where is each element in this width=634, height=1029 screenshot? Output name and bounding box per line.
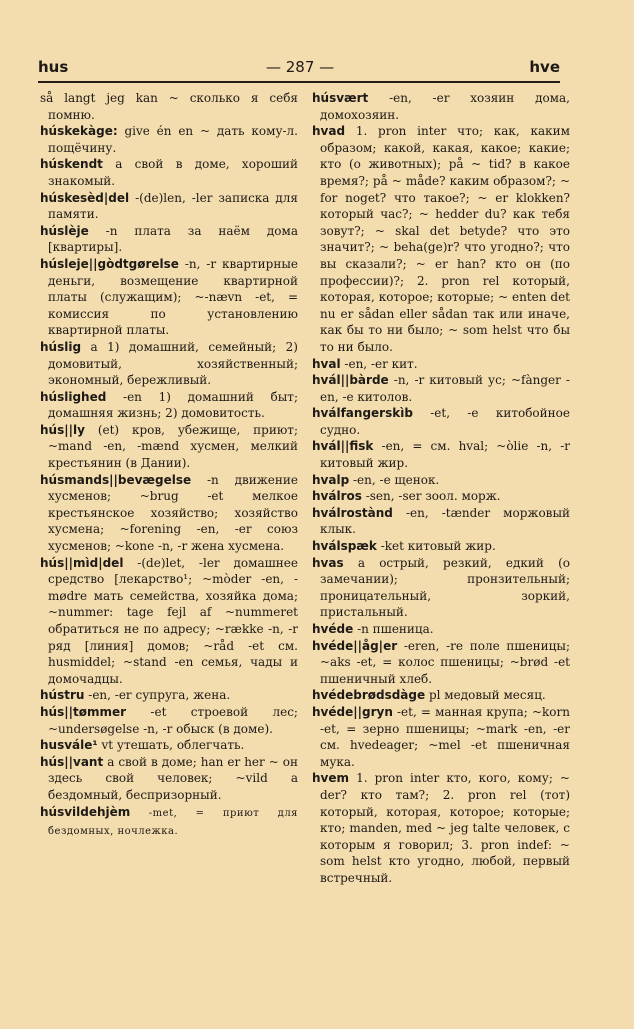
dictionary-entry [312,704,570,770]
entry-headword: hús||tømmer [40,704,127,719]
entry-definition: vt утешать, облегчать. [101,738,245,753]
entry-headword: hválrostànd [312,505,393,520]
page-header [38,58,560,82]
dictionary-entry [312,90,570,123]
entry-headword: húsvildehjèm [40,804,131,819]
entry-definition: a 1) домашний, семейный; 2) домовитый, хозяйственный; экономный, бережливый. [48,339,298,388]
entry-headword: hválfangerskìb [312,406,413,421]
header-left-guideword: hus [38,58,69,76]
entry-definition: (et) кров, убежище, приют; ~mand -en, -mænd хусмен, мелкий крестьянин (в Дании). [48,422,298,471]
dictionary-entry [40,704,298,737]
dictionary-entry [312,472,570,489]
dictionary-entry [312,356,570,373]
dictionary-entry [312,505,570,538]
dictionary-entry [40,90,298,123]
dictionary-entry [40,256,298,339]
entry-definition: -(de)let, -ler домашнее средство [лекарство¹; ~mòder -en, -mødre мать семейства, хозяйка дома; ~nummer: tage fejl af ~nummeret обратиться не по адресу; ~række -n, -r ряд [линия] домов; ~råd -et см. husmiddel; ~stand -en семья, чады и домочадцы. [48,555,298,686]
header-rule [38,81,560,83]
entry-headword: hválros [312,489,362,504]
dictionary-entry [312,372,570,405]
entry-headword: hval [312,356,341,371]
dictionary-entry [312,555,570,621]
entry-headword: husvále¹ [40,738,98,753]
left-column [40,90,298,841]
entry-headword: húskekàge: [40,124,118,139]
dictionary-entry [40,389,298,422]
dictionary-entry [40,223,298,256]
dictionary-entry [40,422,298,472]
page-number: — 287 — [266,58,335,76]
entry-definition: 1. pron inter что; как, каким образом; какой, какая, какое; какие; кто (о животных); på ~ tid? в какое время?; på ~ måde? каким образом?; ~ for noget? что такое?; ~ er klokken? который час?; ~ hedder du? как тебя зовут?; ~ skal det betyde? что это значит?; ~ beha(ge)r? что угодно?; что вы сказали?; ~ er han? кто он (по профессии)?; 2. pron rel который, которая, которое; которые; ~ enten det nu er sådan eller sådan так или иначе, как бы то ни было; ~ som helst что бы то ни было. [320,124,570,354]
entry-headword: hús||mìd|del [40,555,124,570]
dictionary-entry [40,555,298,688]
entry-definition: -eren, -re поле пшеницы; ~aks -et, = колос пшеницы; ~brød -et пшеничный хлеб. [320,638,570,686]
dictionary-entry [312,687,570,704]
right-column [312,90,570,887]
entry-headword: hvéde||gryn [312,704,393,719]
entry-definition: -n, -r квартирные деньги, возмещение квартирной платы (служащим); ~-nævn -et, = комиссия по установлению квартирной платы. [48,256,298,338]
entry-headword: hvál||fisk [312,439,374,454]
dictionary-entry [312,770,570,886]
entry-definition: -en 1) домашний быт; домашняя жизнь; 2) домовитость. [48,389,298,421]
entry-definition: -en, -e щенок. [353,472,440,487]
dictionary-entry [40,804,298,841]
entry-definition: pl медовый месяц. [428,688,546,703]
entry-headword: húskesèd|del [40,190,130,205]
entry-definition: -et, -e китобойное судно. [320,406,570,437]
entry-definition: -et, = манная крупа; ~korn -et, = зерно пшеницы; ~mark -en, -er см. hvedeager; ~mel -et пшеничная мука. [320,704,570,769]
entry-definition: -n движение хусменов; ~brug -et мелкое крестьянское хозяйство; хозяйство хусмена; ~forening -en, -er союз хусменов; ~kone -n, -r жена хусмена. [48,472,298,554]
entry-definition: så langt jeg kan ~ сколько я себя помню. [40,91,298,122]
dictionary-entry [312,405,570,438]
entry-definition: -en, = см. hval; ~òlie -n, -r китовый жир. [320,439,570,471]
entry-headword: hvédebrødsdàge [312,688,426,703]
entry-headword: hvad [312,124,346,139]
dictionary-entry [40,472,298,555]
entry-headword: hús||vant [40,754,104,769]
entry-headword: hválspæk [312,539,377,554]
entry-headword: hvem [312,771,350,786]
entry-headword: húsvært [312,91,369,105]
entry-headword: hús||ly [40,422,85,437]
entry-definition: -n плата за наём дома [квартиры]. [48,223,298,255]
entry-definition: -(de)len, -ler записка для памяти. [48,190,298,222]
dictionary-entry [40,123,298,156]
entry-headword: hvalp [312,472,350,487]
entry-headword: húsleje||gòdtgørelse [40,256,179,271]
dictionary-entry [312,538,570,555]
entry-headword: hvéde||åg|er [312,638,398,653]
entry-definition: -en, -er супруга, жена. [88,688,231,703]
entry-definition: -ket китовый жир. [380,539,496,554]
dictionary-entry [312,621,570,638]
entry-headword: hvéde [312,622,354,636]
dictionary-entry [312,488,570,505]
entry-definition: 1. pron inter кто, кого, кому; ~ der? кто там?; 2. pron rel (тот) который, которая, которое; которые; кто; manden, med ~ jeg talte человек, с которым я говорил; 3. pron indef: ~ som helst кто угодно, любой, первый встречный. [320,771,570,885]
dictionary-entry [40,156,298,189]
entry-headword: húskendt [40,157,103,172]
dictionary-entry [312,438,570,471]
dictionary-entry [40,754,298,804]
entry-definition: -en, -tænder моржовый клык. [320,505,570,537]
entry-definition: -en, -er хозяин дома, домохозяин. [320,91,570,122]
entry-headword: húslig [40,339,82,354]
entry-headword: hústru [40,688,85,703]
dictionary-entry [40,339,298,389]
dictionary-entry [312,123,570,355]
entry-headword: húslèje [40,223,89,238]
entry-definition: -sen, -ser зоол. морж. [365,489,501,504]
entry-definition: -met, = приют для бездомных, ночлежка. [48,807,298,838]
entry-definition: a свой в доме; han er her ~ он здесь свой человек; ~vild a бездомный, беспризорный. [48,754,298,802]
entry-definition: a свой в доме, хороший знакомый. [48,157,298,188]
entry-headword: hvál||bàrde [312,373,389,388]
entry-definition: give én en ~ дать кому-л. пощёчину. [48,124,298,155]
entry-headword: húsmands||bevægelse [40,472,192,487]
entry-definition: a острый, резкий, едкий (о замечании); пронзительный; проницательный, зоркий, пристальный. [320,555,570,620]
entry-headword: húslighed [40,389,107,404]
entry-definition: -en, -er кит. [344,356,418,371]
dictionary-entry [40,190,298,223]
entry-definition: -et строевой лес; ~undersøgelse -n, -r обыск (в доме). [48,704,298,736]
dictionary-entry [40,737,298,754]
entry-definition: -n пшеница. [357,622,434,636]
dictionary-entry [40,687,298,704]
entry-headword: hvas [312,555,344,570]
entry-definition: -n, -r китовый ус; ~fànger -en, -e китолов. [320,373,570,404]
dictionary-entry [312,638,570,688]
header-right-guideword: hve [529,58,560,76]
